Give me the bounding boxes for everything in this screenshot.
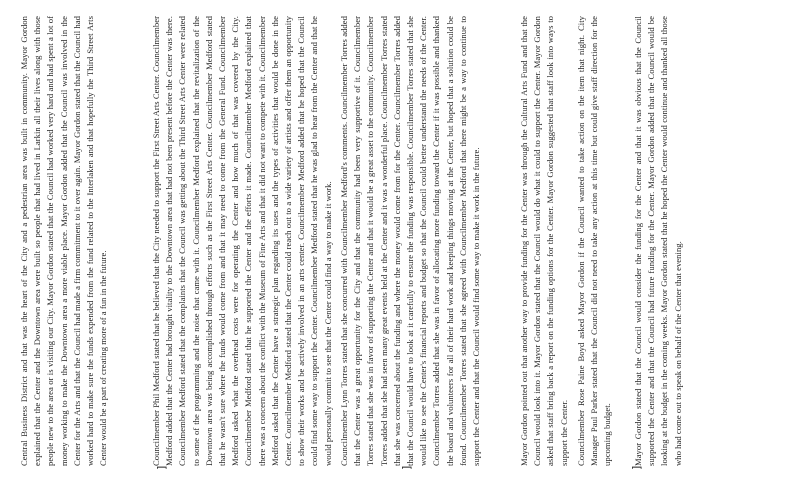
paragraph-5: Councilmember Rose Paine Boyd asked Mayor Gordon if the Council wanted to take action on the item that night. City Manager Paul Parker stated that the Council did not need to take any action at this time but could give staff direction for the upcoming budget. — [576, 16, 613, 466]
paragraph-4: Mayor Gordon pointed out that another way to provide funding for the Center was through the Cultural Arts Fund and that the Council would look into it. Mayor Gordon stated that the Council would do what it could to support the Center. Mayor Gordon asked that staff bring back a report on the funding options for the Center. Mayor Gordon suggested that staff look into ways to support the Center. — [519, 16, 569, 466]
paragraph-2: Councilmember Phil Medford stated that he believed that the City needed to support the First Street Arts Center. Councilmember Medford added that the Center had brought vitality to the Downtown area that had not been present before the Center was there. Councilmember Medford stated that the complaints that the Council was getting about the Third Street Arts Center were related to some of the programming and the noise that came with it. Councilmember Medford explained that the revitalization of the Downtown area was being accomplished through efforts such as the First Street Arts Center. Councilmember Medford stated that he wasn't sure where the funds would come from and that it may need to come from the General Fund. Councilmember Medford asked what the overhead costs were for operating the Center and how much of that was covered by the City. Councilmember Medford stated that he supported the Center and the efforts it made. Councilmember Medford explained that there was a concern about the conflict with the Museum of Fine Arts and that it did not want to compete with it. Councilmember Medford asked that the Center have a strategic plan regarding its uses and the types of activities that would be done in the Center. Councilmember Medford stated that the Center could reach out to a wide variety of artists and offer them an opportunity to show their works and be actively involved in an arts center. Councilmember Medford added that he hoped that the Council could find some way to support the Center. Councilmember Medford stated that he was glad to hear from the Center and that he would personally commit to see that the Center could find a way to make it work. — [151, 16, 333, 466]
margin-mark-3: ] — [630, 465, 643, 470]
paragraph-1: Central Business District and that was the heart of the City and a pedestrian area was built in community. Mayor Gordon explained that the Center and the Downtown area were built so people that had lived in Larkin all their lives along with those people new to the area or is visiting our City. Mayor Gordon stated that the Council had worked very hard and had spent a lot of money working to make the Downtown area a more viable place. Mayor Gordon added that the Council was involved in the Center for the Arts and that the Council had made a firm commitment to it over again. Mayor Gordon stated that the Council had worked hard to make sure the funds expended from the fund related to the Interlaken and that hopefully the Third Street Arts Center would be a part of creating more of a fun in the future. — [19, 16, 109, 466]
margin-mark-2: ] — [400, 465, 413, 470]
paragraph-3: Councilmember Lynn Torres stated that she concurred with Councilmember Medford's comments. Councilmember Torres added that the Center was a great opportunity for the City and that the community had been very supportive of it. Councilmember Torres stated that she was in favor of supporting the Center and that it would be a great asset to the community. Councilmember Torres added that she had seen many great events held at the Center and it was a wonderful place. Councilmember Torres stated that she was concerned about the funding and where the money would come from for the Center. Councilmember Torres added that the Council would have to look at it carefully to ensure the funding was responsible. Councilmember Torres stated that she would like to see the Center's financial reports and budget so that the Council could better understand the needs of the Center. Councilmember Torres added that she was in favor of allocating more funding toward the Center if it was possible and thanked the board and volunteers for all of their hard work and keeping things moving at the Center, but hoped that a solution could be found. Councilmember Torres stated that she agreed with Councilmember Medford that there might be a way to continue to support the Center and that the Council would find some way to make it work in the future. — [339, 16, 482, 466]
paragraph-6: Mayor Gordon stated that the Council would consider the funding for the Center and that it was obvious that the Council supported the Center and that the Council had future funding for the Center. Mayor Gordon added that the Council would be looking at the budget in the coming weeks. Mayor Gordon stated that he hoped the Center would continue and thanked all those who had come out to speak on behalf of the Center that evening. — [633, 16, 683, 466]
margin-mark-1: ] — [155, 465, 168, 470]
